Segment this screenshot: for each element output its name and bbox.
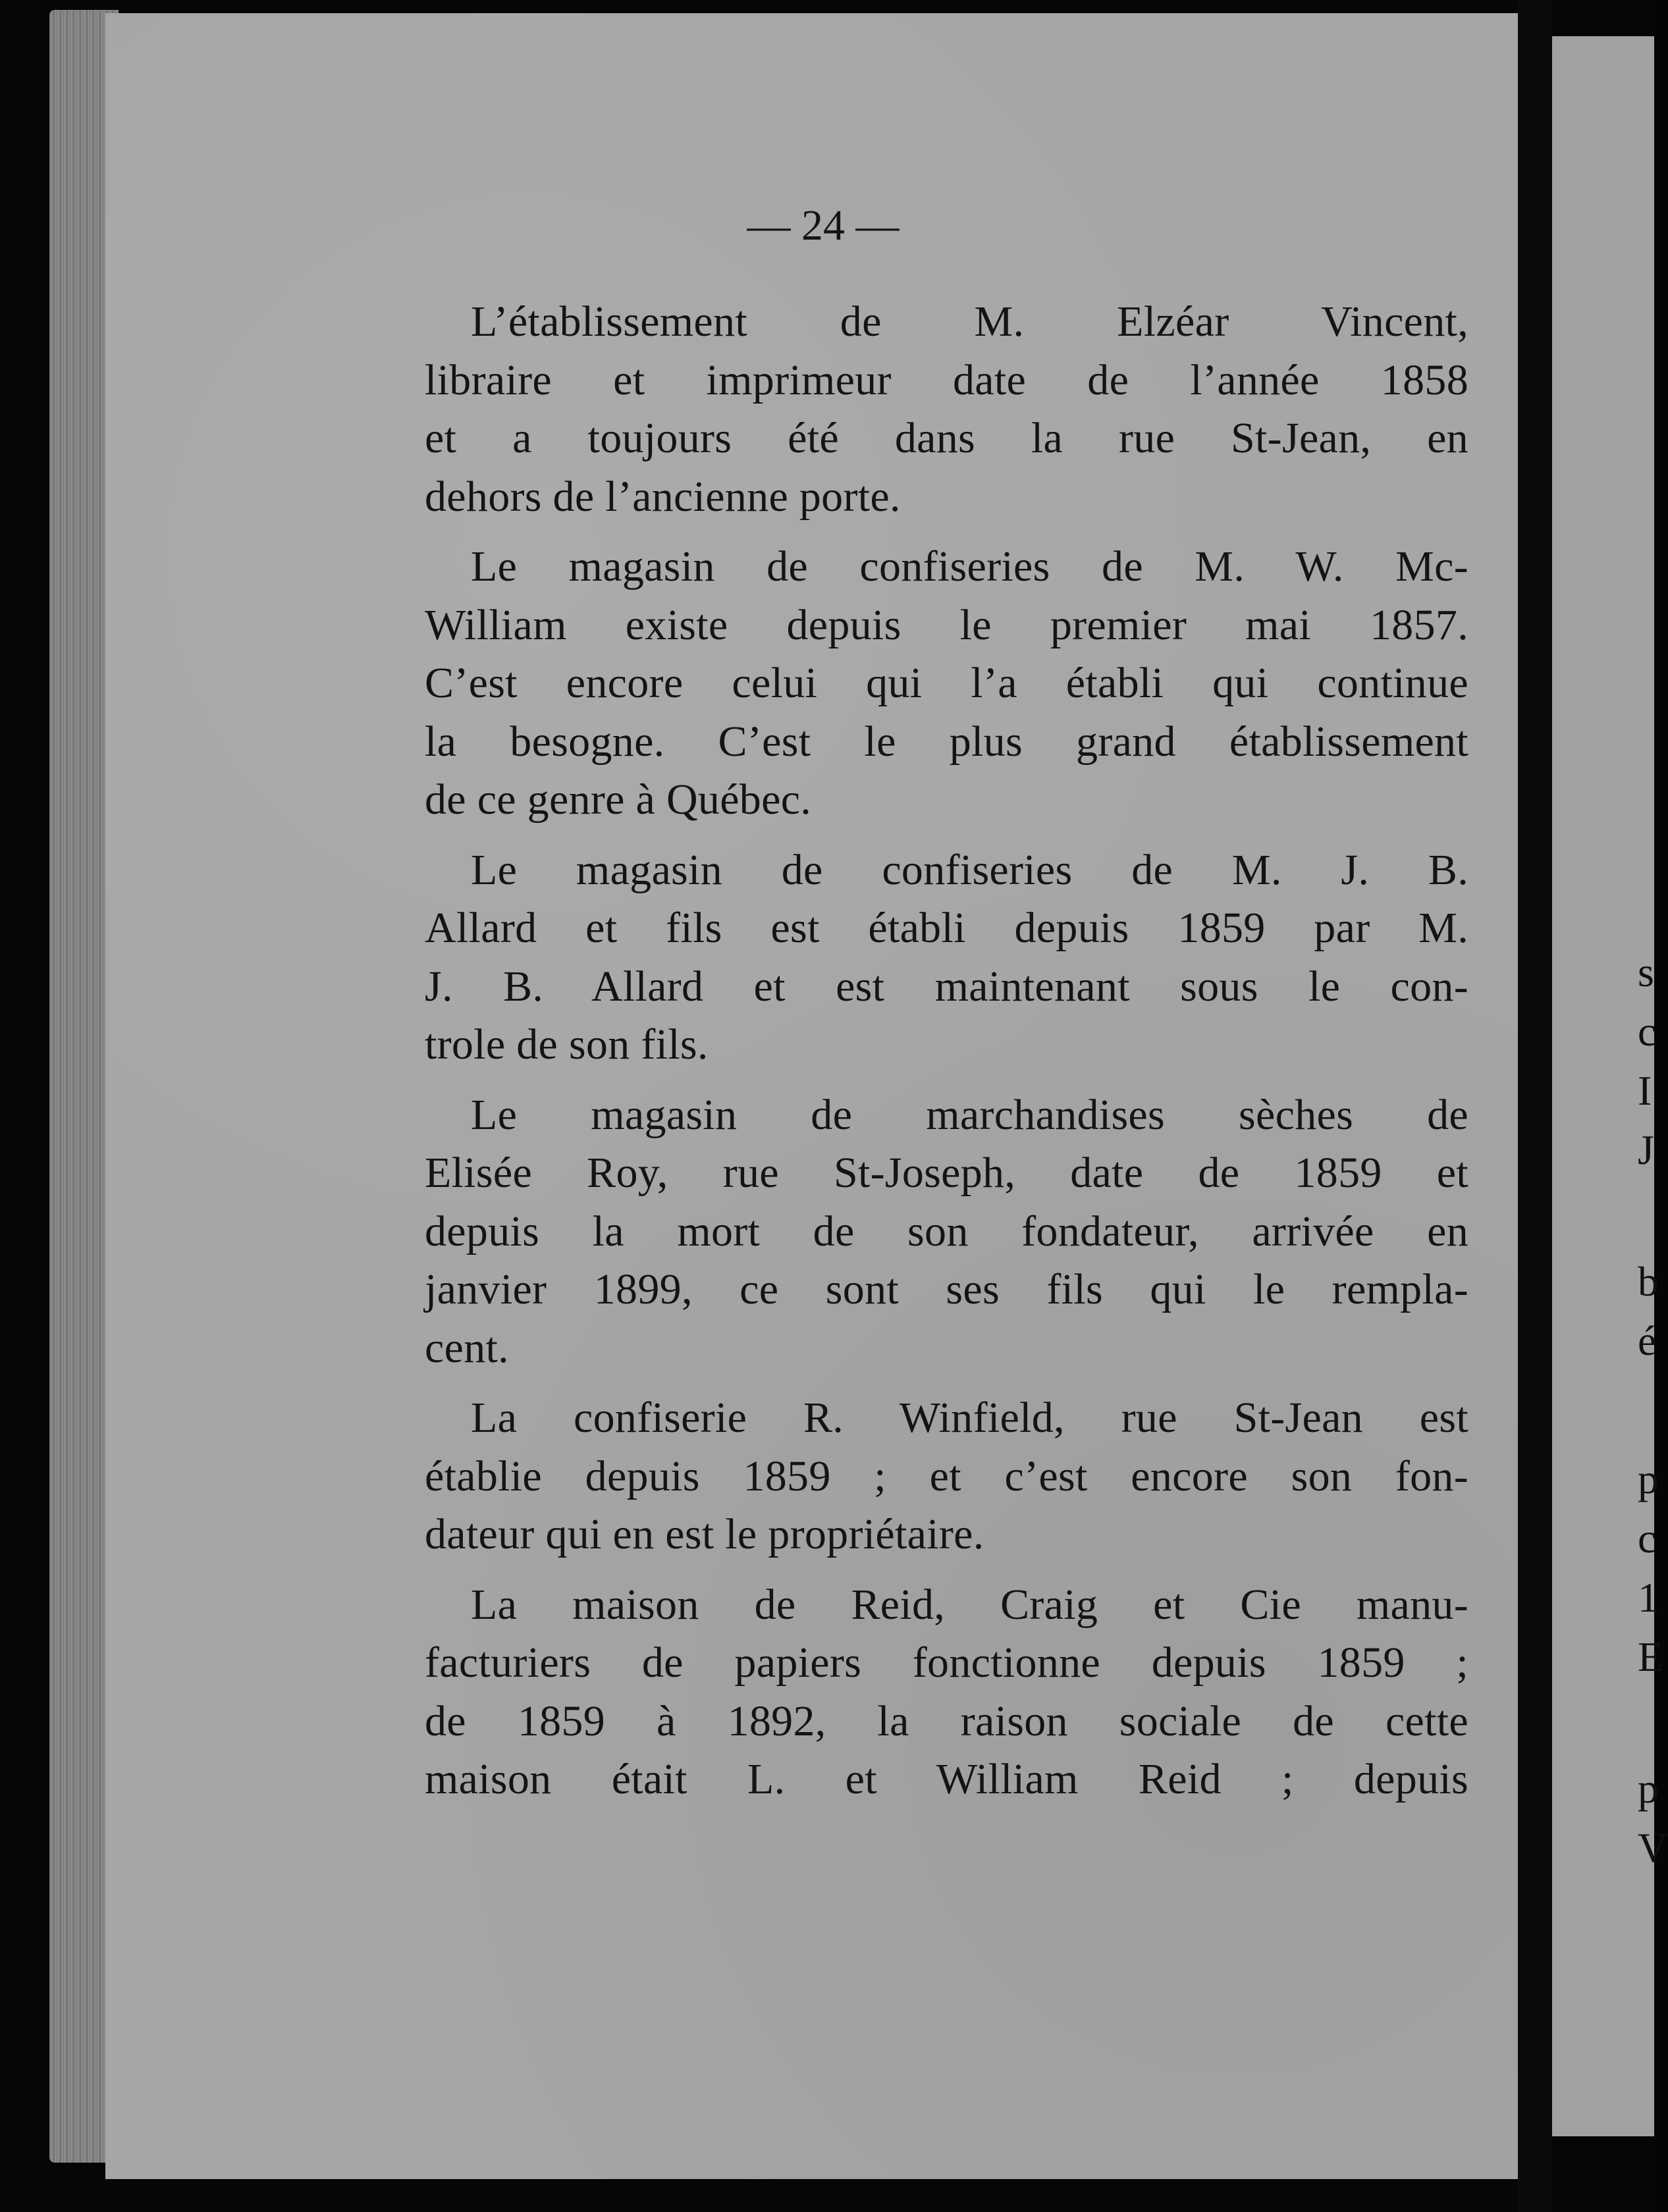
text-line: L’établissement de M. Elzéar Vincent, bbox=[471, 298, 1468, 346]
text-line: libraire et imprimeur date de l’année 1858 bbox=[425, 356, 1468, 404]
text-line: La confiserie R. Winfield, rue St-Jean est bbox=[471, 1394, 1468, 1442]
text-line: depuis la mort de son fondateur, arrivée en bbox=[425, 1207, 1468, 1255]
text-line: cent. bbox=[425, 1323, 509, 1372]
paragraph bbox=[425, 841, 1468, 1074]
text-line: Le magasin de marchandises sèches de bbox=[471, 1090, 1468, 1139]
facing-page-fragment: p bbox=[1638, 1456, 1659, 1502]
paragraph bbox=[425, 538, 1468, 830]
paragraph bbox=[425, 1086, 1468, 1378]
text-line: dateur qui en est le propriétaire. bbox=[425, 1510, 984, 1558]
text-line: facturiers de papiers fonctionne depuis 1859 ; bbox=[425, 1639, 1468, 1687]
text-line: maison était L. et William Reid ; depuis bbox=[425, 1755, 1468, 1803]
text-line: et a toujours été dans la rue St-Jean, en bbox=[425, 414, 1468, 462]
book-page bbox=[105, 13, 1518, 2179]
facing-page-fragment: c bbox=[1638, 1515, 1657, 1562]
facing-page-fragment: é bbox=[1638, 1317, 1657, 1364]
facing-page-fragment: E bbox=[1638, 1633, 1664, 1680]
text-line: C’est encore celui qui l’a établi qui continue bbox=[425, 659, 1468, 707]
paragraph bbox=[425, 1576, 1468, 1809]
text-line: dehors de l’ancienne porte. bbox=[425, 472, 901, 521]
text-line: La maison de Reid, Craig et Cie manu- bbox=[471, 1580, 1468, 1629]
facing-page-fragment: I bbox=[1638, 1067, 1652, 1114]
facing-page-edge bbox=[1552, 36, 1668, 2136]
facing-page-fragment: p bbox=[1638, 1765, 1659, 1812]
facing-page-fragment: J bbox=[1638, 1126, 1654, 1173]
text-line: janvier 1899, ce sont ses fils qui le rempla- bbox=[425, 1265, 1468, 1313]
paragraph bbox=[425, 293, 1468, 526]
text-line: Le magasin de confiseries de M. W. Mc- bbox=[471, 542, 1468, 591]
facing-page-fragment: s bbox=[1638, 949, 1654, 995]
body-text bbox=[425, 293, 1468, 1821]
facing-page-fragment: 1 bbox=[1638, 1574, 1659, 1621]
text-line: la besogne. C’est le plus grand établissement bbox=[425, 717, 1468, 766]
text-line: Le magasin de confiseries de M. J. B. bbox=[471, 845, 1468, 894]
text-line: William existe depuis le premier mai 1857. bbox=[425, 600, 1468, 649]
paragraph bbox=[425, 1389, 1468, 1564]
text-line: trole de son fils. bbox=[425, 1020, 709, 1068]
facing-page-fragment: b bbox=[1638, 1258, 1659, 1305]
text-line: établie depuis 1859 ; et c’est encore son fon- bbox=[425, 1452, 1468, 1500]
text-line: de 1859 à 1892, la raison sociale de cette bbox=[425, 1697, 1468, 1745]
text-line: Allard et fils est établi depuis 1859 par M. bbox=[425, 904, 1468, 952]
facing-page-fragment: c bbox=[1638, 1008, 1657, 1055]
text-line: de ce genre à Québec. bbox=[425, 776, 812, 824]
binding-gutter bbox=[1518, 0, 1552, 2212]
page-number-text: — 24 — bbox=[747, 201, 900, 250]
text-line: J. B. Allard et est maintenant sous le con- bbox=[425, 962, 1468, 1011]
facing-page-fragment: V bbox=[1638, 1824, 1668, 1871]
text-line: Elisée Roy, rue St-Joseph, date de 1859 et bbox=[425, 1149, 1468, 1197]
